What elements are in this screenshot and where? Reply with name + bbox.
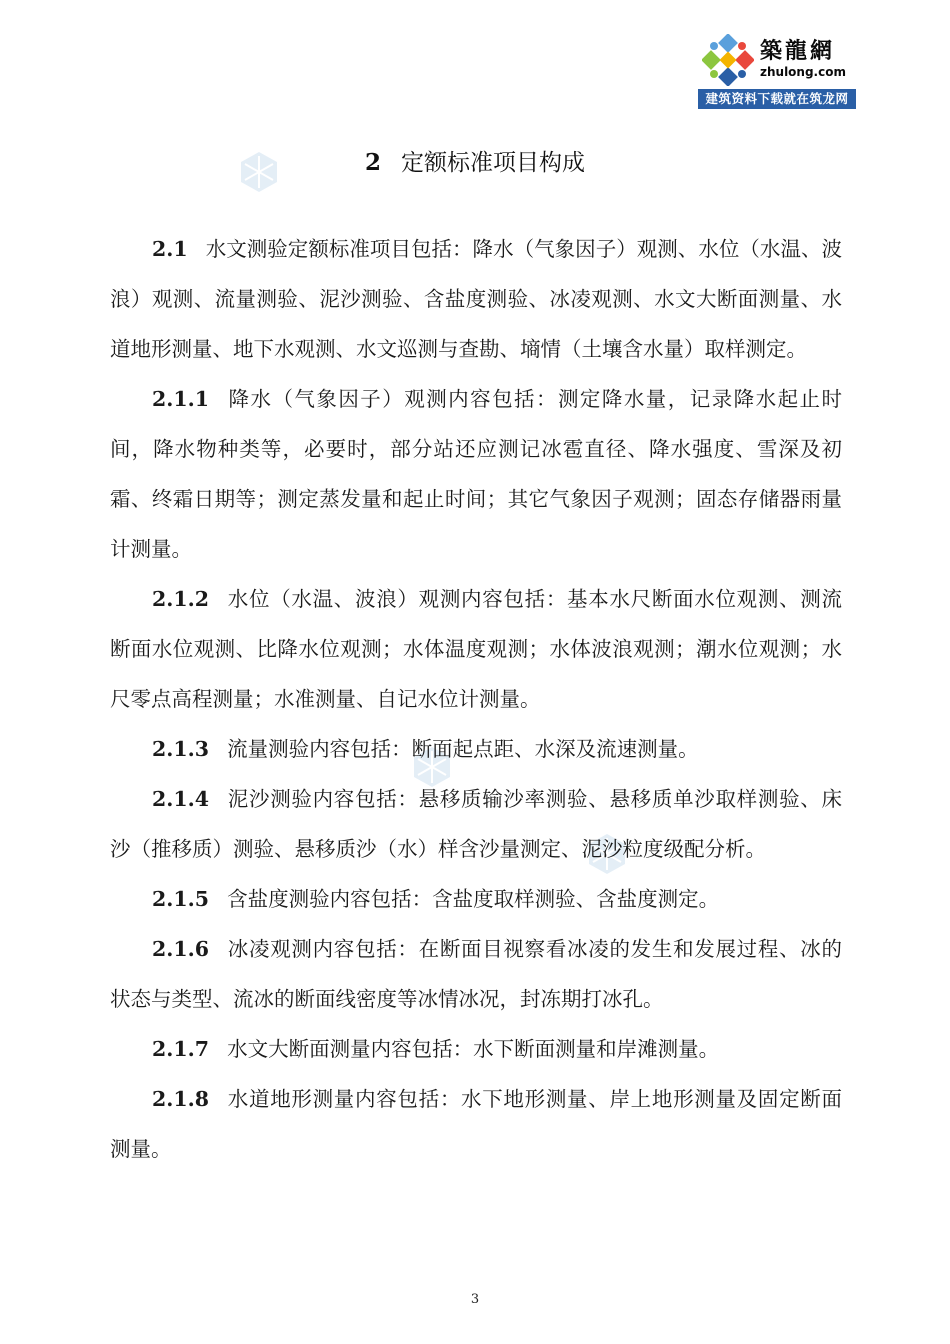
paragraph <box>110 724 842 774</box>
paragraph-text: 泥沙测验内容包括：悬移质输沙率测验、悬移质单沙取样测验、床沙（推移质）测验、悬移质沙（水）样含沙量测定、泥沙粒度级配分析。 <box>110 787 842 861</box>
logo-top <box>698 28 856 88</box>
logo-name: 築龍網 <box>760 38 836 64</box>
paragraph <box>110 224 842 374</box>
paragraph-text: 水位（水温、波浪）观测内容包括：基本水尺断面水位观测、测流断面水位观测、比降水位观测；水体温度观测；水体波浪观测；潮水位观测；水尺零点高程测量；水准测量、自记水位计测量。 <box>110 587 842 711</box>
section-number: 2.1.1 <box>152 387 210 411</box>
paragraph-text: 降水（气象因子）观测内容包括：测定降水量，记录降水起止时间，降水物种类等，必要时，部分站还应测记冰雹直径、降水强度、雪深及初霜、终霜日期等；测定蒸发量和起止时间；其它气象因子观测；固态存储器雨量计测量。 <box>110 387 842 561</box>
paragraph-text: 水道地形测量内容包括：水下地形测量、岸上地形测量及固定断面测量。 <box>110 1087 842 1161</box>
section-number: 2.1.6 <box>152 937 210 961</box>
section-number: 2.1 <box>152 237 188 261</box>
paragraph <box>110 374 842 574</box>
paragraph-text: 水文测验定额标准项目包括：降水（气象因子）观测、水位（水温、波浪）观测、流量测验、泥沙测验、含盐度测验、冰凌观测、水文大断面测量、水道地形测量、地下水观测、水文巡测与查勘、墒情（土壤含水量）取样测定。 <box>110 237 842 361</box>
section-number: 2.1.7 <box>152 1037 210 1061</box>
paragraph <box>110 924 842 1024</box>
paragraph <box>110 774 842 874</box>
chapter-heading <box>0 145 950 181</box>
paragraph <box>110 1074 842 1174</box>
section-number: 2.1.2 <box>152 587 210 611</box>
zhulong-emblem-icon <box>702 34 754 86</box>
paragraph <box>110 1024 842 1074</box>
section-number: 2.1.4 <box>152 787 210 811</box>
chapter-title: 定额标准项目构成 <box>401 150 585 176</box>
zhulong-logo[interactable] <box>698 28 856 109</box>
paragraph-text: 水文大断面测量内容包括：水下断面测量和岸滩测量。 <box>227 1037 720 1061</box>
page-number: 3 <box>470 1292 480 1307</box>
paragraph-text: 流量测验内容包括：断面起点距、水深及流速测量。 <box>227 737 699 761</box>
chapter-number: 2 <box>364 149 381 176</box>
document-body <box>110 224 842 1174</box>
logo-tagline: 建筑资料下载就在筑龙网 <box>698 89 856 109</box>
section-number: 2.1.5 <box>152 887 210 911</box>
paragraph-text: 含盐度测验内容包括：含盐度取样测验、含盐度测定。 <box>227 887 720 911</box>
section-number: 2.1.8 <box>152 1087 210 1111</box>
section-number: 2.1.3 <box>152 737 210 761</box>
logo-url: zhulong.com <box>760 65 846 79</box>
paragraph <box>110 874 842 924</box>
paragraph-text: 冰凌观测内容包括：在断面目视察看冰凌的发生和发展过程、冰的状态与类型、流冰的断面线密度等冰情冰况，封冻期打冰孔。 <box>110 937 842 1011</box>
paragraph <box>110 574 842 724</box>
